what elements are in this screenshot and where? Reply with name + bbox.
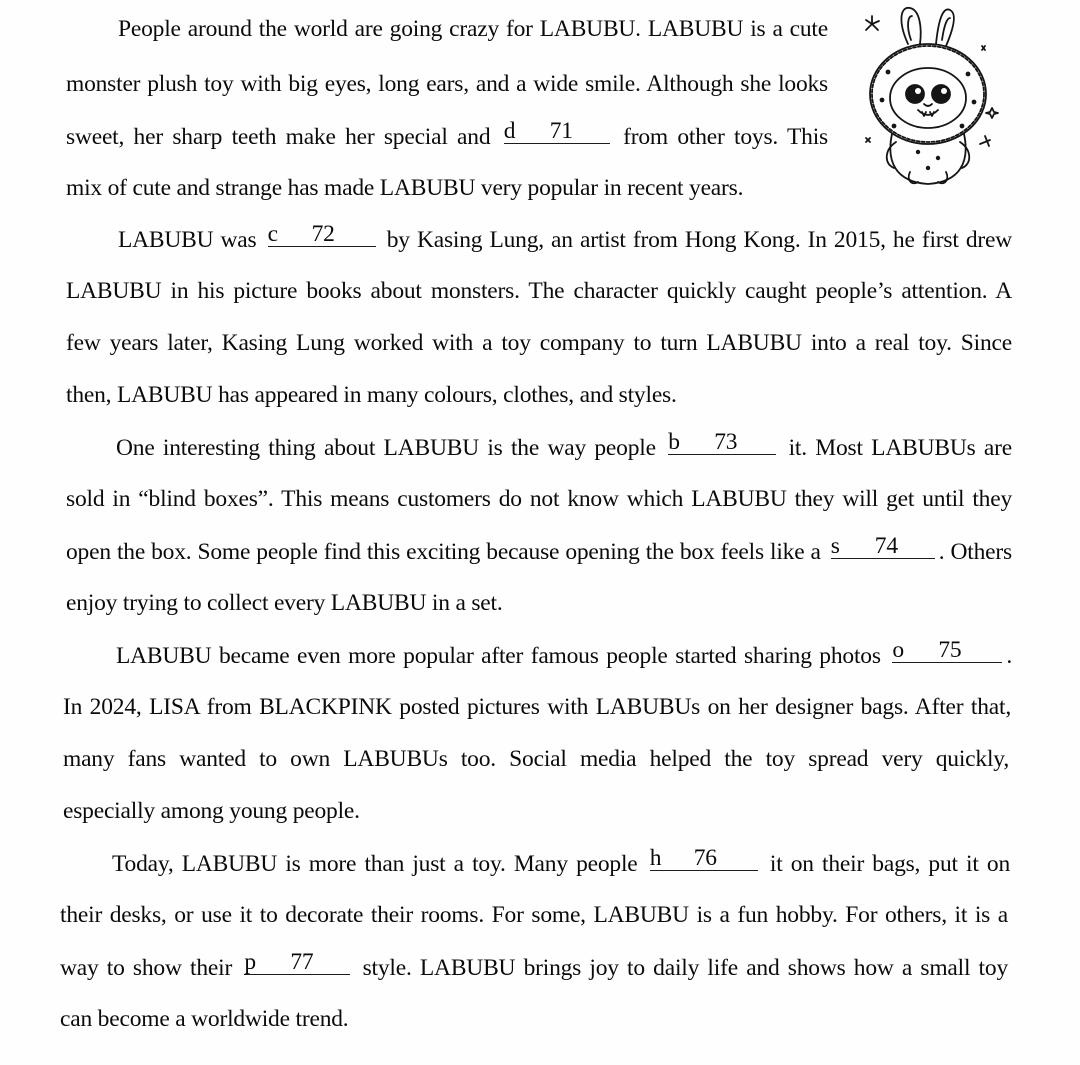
text-run: then, LABUBU has appeared in many colours, clothes, and styles.: [66, 382, 677, 408]
text-run: In 2024, LISA from BLACKPINK posted pictures with LABUBUs on her designer bags. After that,: [63, 694, 1011, 720]
text-run: Today, LABUBU is more than just a toy. Many people: [112, 851, 646, 877]
text-run: LABUBU became even more popular after famous people started sharing photos: [116, 643, 889, 669]
fill-in-blank-74[interactable]: [831, 534, 935, 559]
text-run: style. LABUBU brings joy to daily life and shows how a small toy: [354, 955, 1008, 981]
text-line: [66, 326, 1012, 360]
text-run: .: [1006, 643, 1012, 669]
blank-first-letter: d: [503, 118, 516, 144]
text-run: enjoy trying to collect every LABUBU in a set.: [66, 590, 503, 616]
text-run: open the box. Some people find this exciting because opening the box feels like a: [66, 539, 827, 565]
text-line: [60, 950, 1008, 984]
text-line: [112, 846, 1010, 880]
text-run: monster plush toy with big eyes, long ears, and a wide smile. Although she looks: [66, 71, 828, 97]
blank-number: 74: [874, 533, 898, 559]
blank-number: 77: [290, 949, 314, 975]
text-run: especially among young people.: [63, 798, 360, 824]
fill-in-blank-73[interactable]: [668, 430, 776, 455]
text-run: LABUBU was: [118, 227, 264, 253]
blank-number: 75: [938, 637, 962, 663]
text-line: [66, 119, 828, 153]
text-line: [116, 638, 1012, 672]
text-line: [66, 67, 828, 101]
fill-in-blank-77[interactable]: [244, 950, 350, 975]
fill-in-blank-76[interactable]: [650, 846, 758, 871]
blank-number: 72: [311, 221, 335, 247]
blank-first-letter: p: [244, 949, 256, 975]
text-line: [66, 586, 503, 620]
text-line: [66, 378, 677, 412]
text-run: can become a worldwide trend.: [60, 1006, 349, 1032]
text-line: [66, 534, 1012, 568]
labubu-doodle-icon: [858, 2, 1008, 190]
text-run: from other toys. This: [613, 124, 828, 150]
blank-first-letter: s: [830, 533, 840, 559]
fill-in-blank-71[interactable]: [504, 119, 610, 144]
text-line: [116, 430, 1012, 464]
text-line: [66, 482, 1012, 516]
text-run: many fans wanted to own LABUBUs too. Social media helped the toy spread very quickly,: [63, 746, 1009, 772]
text-line: [118, 222, 1012, 256]
text-line: [63, 794, 360, 828]
text-run: way to show their: [60, 955, 241, 981]
text-line: [63, 742, 1009, 776]
blank-first-letter: o: [892, 637, 904, 663]
text-run: mix of cute and strange has made LABUBU very popular in recent years.: [66, 175, 744, 201]
blank-first-letter: c: [267, 221, 278, 247]
text-run: sweet, her sharp teeth make her special and: [66, 124, 500, 150]
text-line: [118, 12, 828, 46]
fill-in-blank-72[interactable]: [268, 222, 376, 247]
text-line: [60, 1002, 348, 1036]
text-line: [66, 171, 743, 205]
text-run: One interesting thing about LABUBU is the way people: [116, 435, 665, 461]
blank-number: 73: [714, 429, 738, 455]
text-line: [63, 690, 1011, 724]
blank-number: 71: [549, 118, 573, 144]
text-run: few years later, Kasing Lung worked with a toy company to turn LABUBU into a real toy. Since: [66, 330, 1012, 356]
text-run: by Kasing Lung, an artist from Hong Kong. In 2015, he first drew: [379, 227, 1012, 253]
text-run: sold in “blind boxes”. This means customers do not know which LABUBU they will get until they: [66, 486, 1012, 512]
blank-first-letter: b: [668, 429, 680, 455]
text-run: it on their bags, put it on: [761, 851, 1010, 877]
text-run: . Others: [938, 539, 1012, 565]
text-run: LABUBU in his picture books about monsters. The character quickly caught people’s attention. A: [66, 278, 1012, 304]
text-run: People around the world are going crazy for LABUBU. LABUBU is a cute: [118, 16, 828, 42]
text-line: [66, 274, 1012, 308]
blank-first-letter: h: [649, 845, 662, 871]
text-run: it. Most LABUBUs are: [780, 435, 1012, 461]
fill-in-blank-75[interactable]: [892, 638, 1002, 663]
blank-number: 76: [693, 845, 717, 871]
text-run: their desks, or use it to decorate their rooms. For some, LABUBU is a fun hobby. For others, it is a: [60, 902, 1008, 928]
text-line: [60, 898, 1008, 932]
